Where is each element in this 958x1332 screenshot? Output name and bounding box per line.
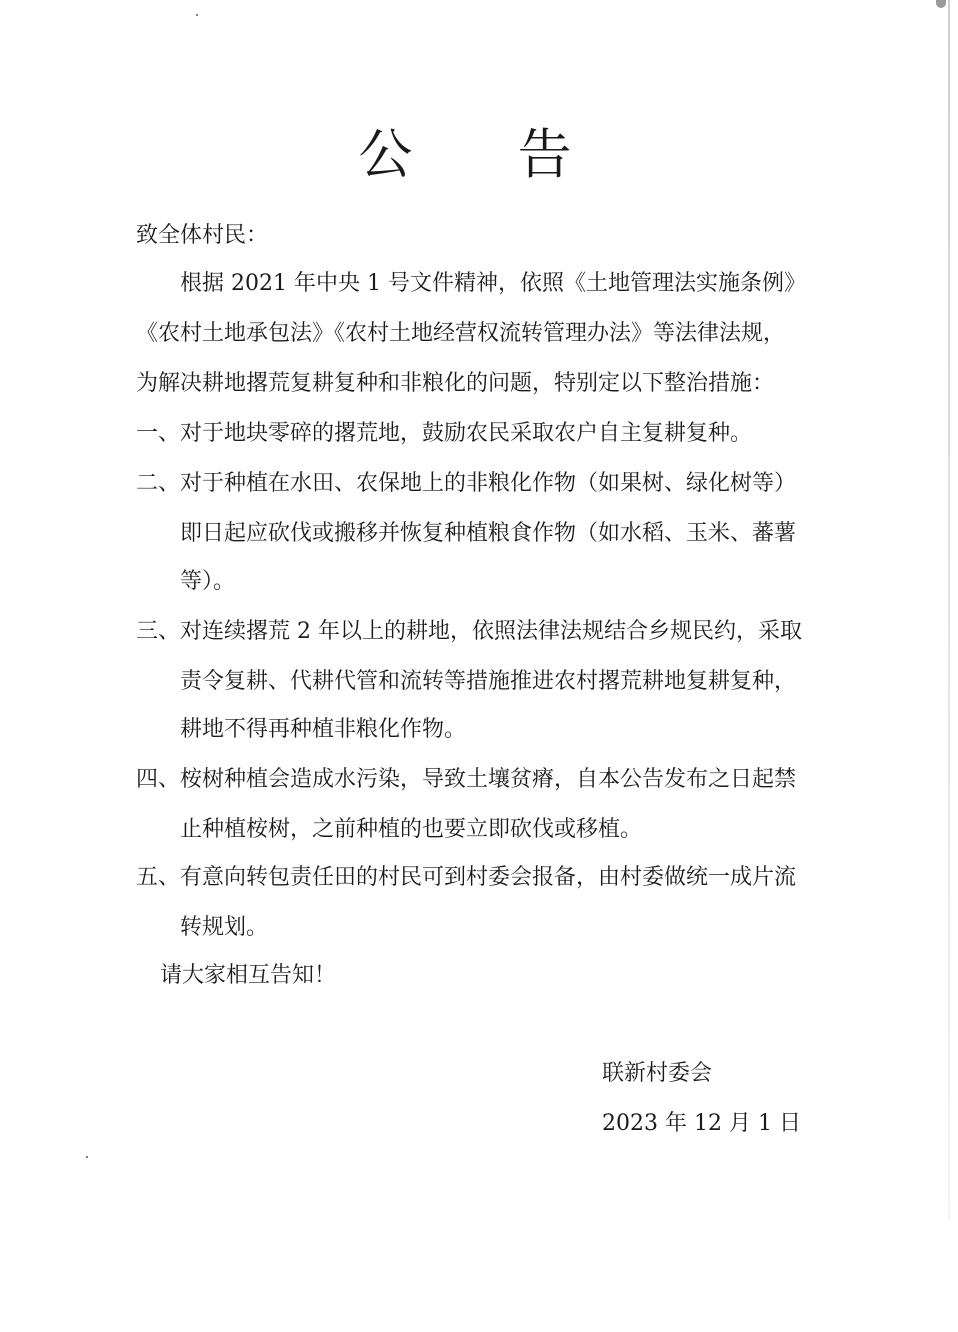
- intro-line: 《农村土地承包法》《农村土地经营权流转管理办法》等法律法规，: [136, 321, 786, 346]
- issue-date: 2023 年 12 月 1 日: [602, 1111, 801, 1136]
- intro-line: 根据 2021 年中央 1 号文件精神，依照《土地管理法实施条例》: [180, 271, 806, 296]
- measure-item-2-cont: 等）。: [180, 569, 236, 594]
- measure-item-3: 三、对连续撂荒 2 年以上的耕地，依照法律法规结合乡规民约，采取: [136, 619, 802, 644]
- corner-scan-mark: [936, 0, 946, 8]
- measure-item-3-cont: 责令复耕、代耕代管和流转等措施推进农村撂荒耕地复耕复种，: [180, 669, 797, 694]
- scan-edge-shadow: [948, 0, 950, 1220]
- measure-item-5: 五、有意向转包责任田的村民可到村委会报备，由村委做统一成片流: [136, 865, 797, 890]
- notice-title: 公 告: [358, 123, 616, 186]
- signatory: 联新村委会: [602, 1061, 713, 1086]
- measure-item-3-cont: 耕地不得再种植非粮化作物。: [180, 717, 467, 742]
- intro-line: 为解决耕地撂荒复耕复种和非粮化的问题，特别定以下整治措施：: [136, 371, 775, 396]
- measure-item-5-cont: 转规划。: [180, 915, 269, 940]
- measure-item-2: 二、对于种植在水田、农保地上的非粮化作物（如果树、绿化树等）: [136, 471, 797, 496]
- salutation: 致全体村民：: [136, 223, 269, 248]
- scan-speck: [196, 14, 198, 16]
- measure-item-1: 一、对于地块零碎的撂荒地，鼓励农民采取农户自主复耕复种。: [136, 421, 753, 446]
- measure-item-4-cont: 止种植桉树，之前种植的也要立即砍伐或移植。: [180, 817, 643, 842]
- closing-remark: 请大家相互告知！: [160, 963, 337, 988]
- measure-item-2-cont: 即日起应砍伐或搬移并恢复种植粮食作物（如水稻、玉米、蕃薯: [180, 521, 797, 546]
- scan-speck: [86, 1156, 88, 1158]
- measure-item-4: 四、桉树种植会造成水污染，导致土壤贫瘠，自本公告发布之日起禁: [136, 767, 797, 792]
